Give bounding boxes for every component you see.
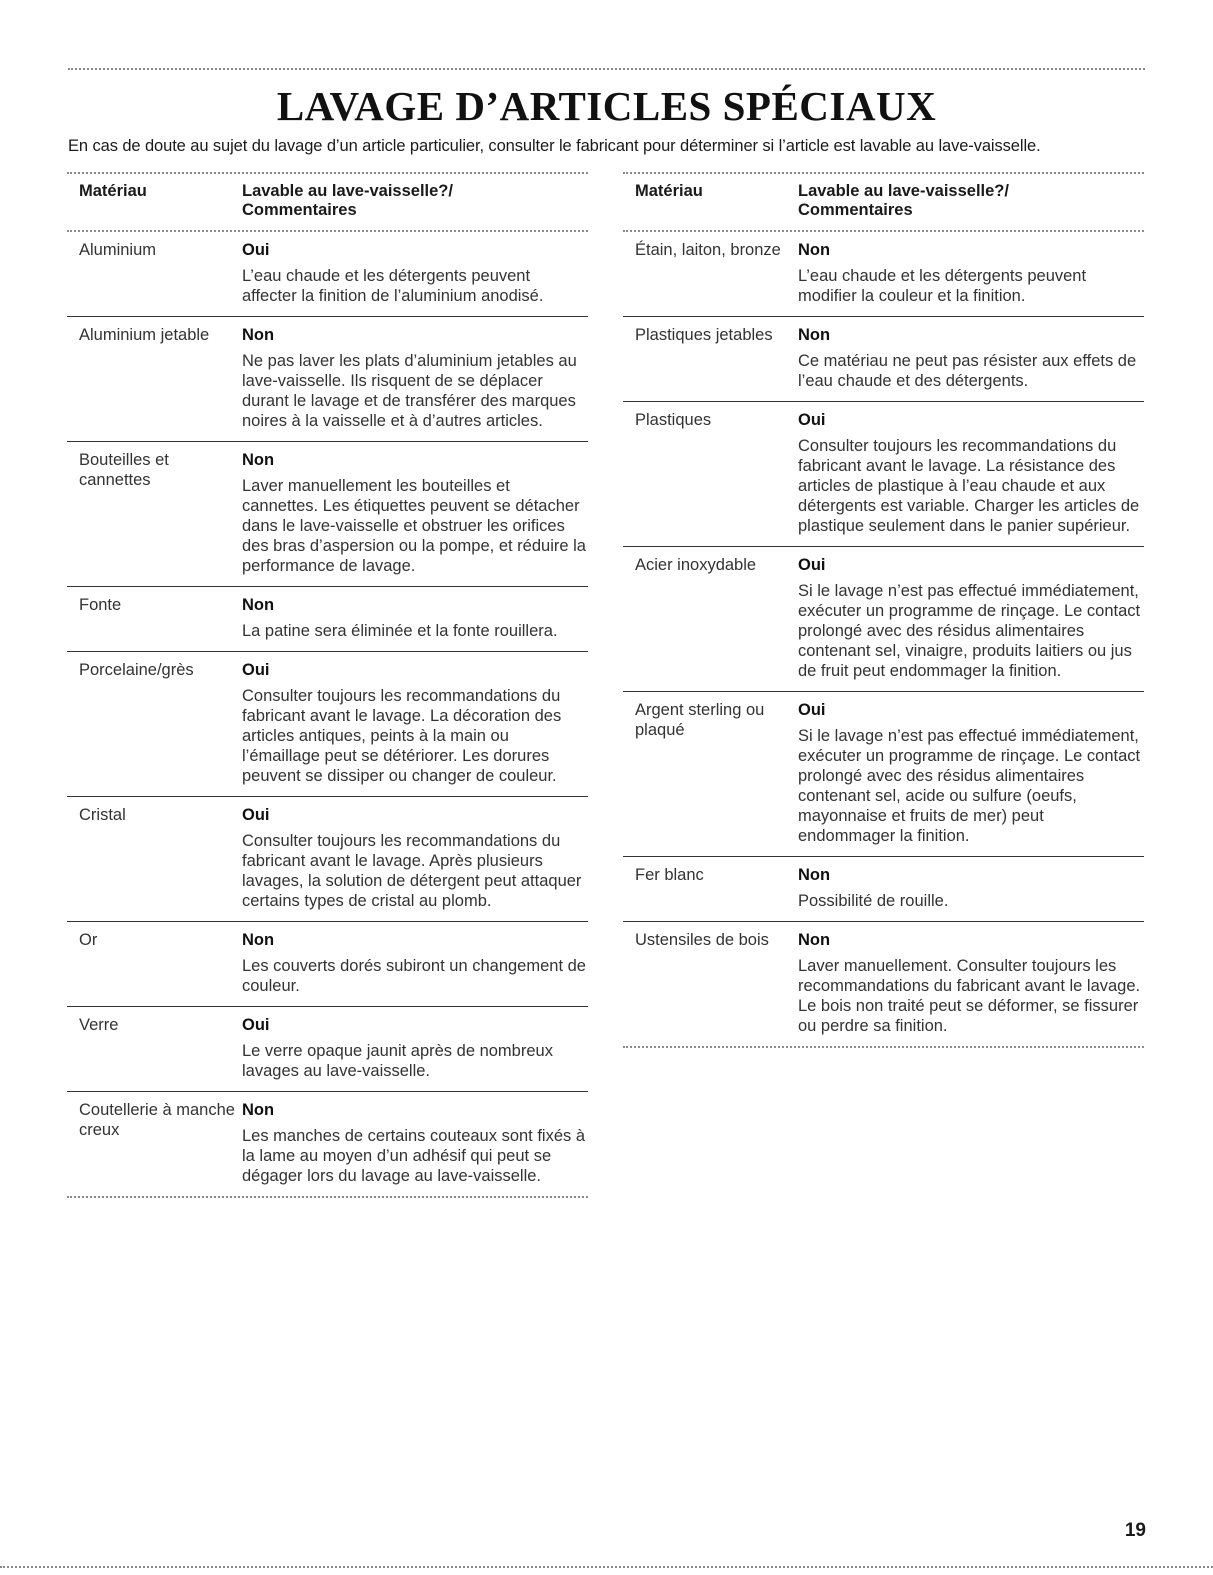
table-row: [67, 587, 588, 652]
top-dotted-rule: [68, 68, 1145, 70]
table-row: [623, 232, 1144, 317]
table-row: [623, 317, 1144, 402]
verdict: Non: [242, 596, 275, 614]
material-name: Argent sterling ou plaqué: [635, 701, 765, 739]
table-row: [67, 922, 588, 1007]
verdict: Non: [242, 326, 275, 344]
materials-table-right: [623, 172, 1144, 1048]
material-name: Porcelaine/grès: [79, 661, 194, 679]
comment: Si le lavage n’est pas effectué immédiatement, exécuter un programme de rinçage. Le contact prolongé avec des résidus alimentaires contenant sel, vinaigre, produits laitiers ou jus de fruit peut endommager la finition.: [798, 582, 1141, 680]
verdict: Non: [242, 451, 275, 469]
comment: Laver manuellement les bouteilles et cannettes. Les étiquettes peuvent se détacher dans le lave-vaisselle et obstruer les orifices des bras d’aspersion ou la pompe, et réduire la performance de lavage.: [242, 477, 586, 575]
verdict: Oui: [242, 1016, 270, 1034]
header-comment: Lavable au lave-vaisselle?/ Commentaires: [242, 182, 453, 219]
table-row: [67, 317, 588, 442]
material-name: Fer blanc: [635, 866, 704, 884]
comment: L’eau chaude et les détergents peuvent affecter la finition de l’aluminium anodisé.: [242, 267, 544, 305]
material-name: Acier inoxydable: [635, 556, 757, 574]
header-material: Matériau: [79, 182, 147, 200]
material-name: Aluminium jetable: [79, 326, 210, 344]
comment: Consulter toujours les recommandations du fabricant avant le lavage. La résistance des articles de plastique à l’eau chaude et aux détergents est variable. Charger les articles de plastique seulement dans le panier supérieur.: [798, 437, 1140, 535]
material-name: Ustensiles de bois: [635, 931, 769, 949]
verdict: Non: [798, 931, 831, 949]
table-row: [67, 797, 588, 922]
verdict: Oui: [798, 701, 826, 719]
comment: Possibilité de rouille.: [798, 892, 949, 910]
verdict: Oui: [798, 411, 826, 429]
comment: Ce matériau ne peut pas résister aux effets de l’eau chaude et des détergents.: [798, 352, 1137, 390]
comment: L’eau chaude et les détergents peuvent modifier la couleur et la finition.: [798, 267, 1087, 305]
comment: Le verre opaque jaunit après de nombreux lavages au lave-vaisselle.: [242, 1042, 553, 1080]
material-name: Fonte: [79, 596, 122, 614]
verdict: Non: [242, 931, 275, 949]
intro-text: En cas de doute au sujet du lavage d’un article particulier, consulter le fabricant pour déterminer si l’article est lavable au lave-vaisselle.: [68, 137, 1041, 155]
table-row: [67, 652, 588, 797]
comment: Laver manuellement. Consulter toujours les recommandations du fabricant avant le lavage. Le bois non traité peut se déformer, se fissurer ou perdre sa finition.: [798, 957, 1141, 1035]
material-name: Bouteilles et cannettes: [79, 451, 169, 489]
page-number: 19: [1124, 1520, 1146, 1541]
comment: Si le lavage n’est pas effectué immédiatement, exécuter un programme de rinçage. Le contact prolongé avec des résidus alimentaires contenant sel, acide ou sulfure (oeufs, mayonnaise et fruits de mer) peut endommager la finition.: [798, 727, 1141, 845]
comment: Consulter toujours les recommandations du fabricant avant le lavage. Après plusieurs lavages, la solution de détergent peut attaquer certains types de cristal au plomb.: [242, 832, 582, 910]
verdict: Non: [798, 326, 831, 344]
header-comment: Lavable au lave-vaisselle?/ Commentaires: [798, 182, 1009, 219]
table-row: [67, 1092, 588, 1198]
verdict: Non: [798, 241, 831, 259]
table-row: [623, 857, 1144, 922]
material-name: Verre: [79, 1016, 119, 1034]
table-header: [623, 172, 1144, 232]
comment: Ne pas laver les plats d’aluminium jetables au lave-vaisselle. Ils risquent de se déplacer durant le lavage et de transférer des marques noires à la vaisselle et à d’autres articles.: [242, 352, 577, 430]
material-name: Cristal: [79, 806, 126, 824]
table-row: [623, 547, 1144, 692]
materials-table-left: [67, 172, 588, 1198]
material-name: Or: [79, 931, 98, 949]
verdict: Non: [242, 1101, 275, 1119]
material-name: Coutellerie à manche creux: [79, 1101, 235, 1139]
table-row: [623, 692, 1144, 857]
comment: Les manches de certains couteaux sont fixés à la lame au moyen d’un adhésif qui peut se dégager lors du lavage au lave-vaisselle.: [242, 1127, 586, 1185]
verdict: Non: [798, 866, 831, 884]
table-row: [623, 402, 1144, 547]
page-title: LAVAGE D’ARTICLES SPÉCIAUX: [276, 83, 937, 129]
bottom-dotted-rule: [0, 1566, 1213, 1568]
verdict: Oui: [242, 806, 270, 824]
comment: Consulter toujours les recommandations du fabricant avant le lavage. La décoration des articles antiques, peints à la main ou l’émaillage peut se détériorer. Les dorures peuvent se dissiper ou changer de couleur.: [242, 687, 562, 785]
verdict: Oui: [798, 556, 826, 574]
material-name: Plastiques: [635, 411, 712, 429]
table-row: [67, 442, 588, 587]
verdict: Oui: [242, 241, 270, 259]
material-name: Étain, laiton, bronze: [635, 241, 781, 259]
verdict: Oui: [242, 661, 270, 679]
table-row: [67, 232, 588, 317]
table-row: [67, 1007, 588, 1092]
table-header: [67, 172, 588, 232]
material-name: Aluminium: [79, 241, 157, 259]
comment: La patine sera éliminée et la fonte rouillera.: [242, 622, 558, 640]
header-material: Matériau: [635, 182, 703, 200]
comment: Les couverts dorés subiront un changement de couleur.: [242, 957, 586, 995]
material-name: Plastiques jetables: [635, 326, 773, 344]
table-row: [623, 922, 1144, 1048]
